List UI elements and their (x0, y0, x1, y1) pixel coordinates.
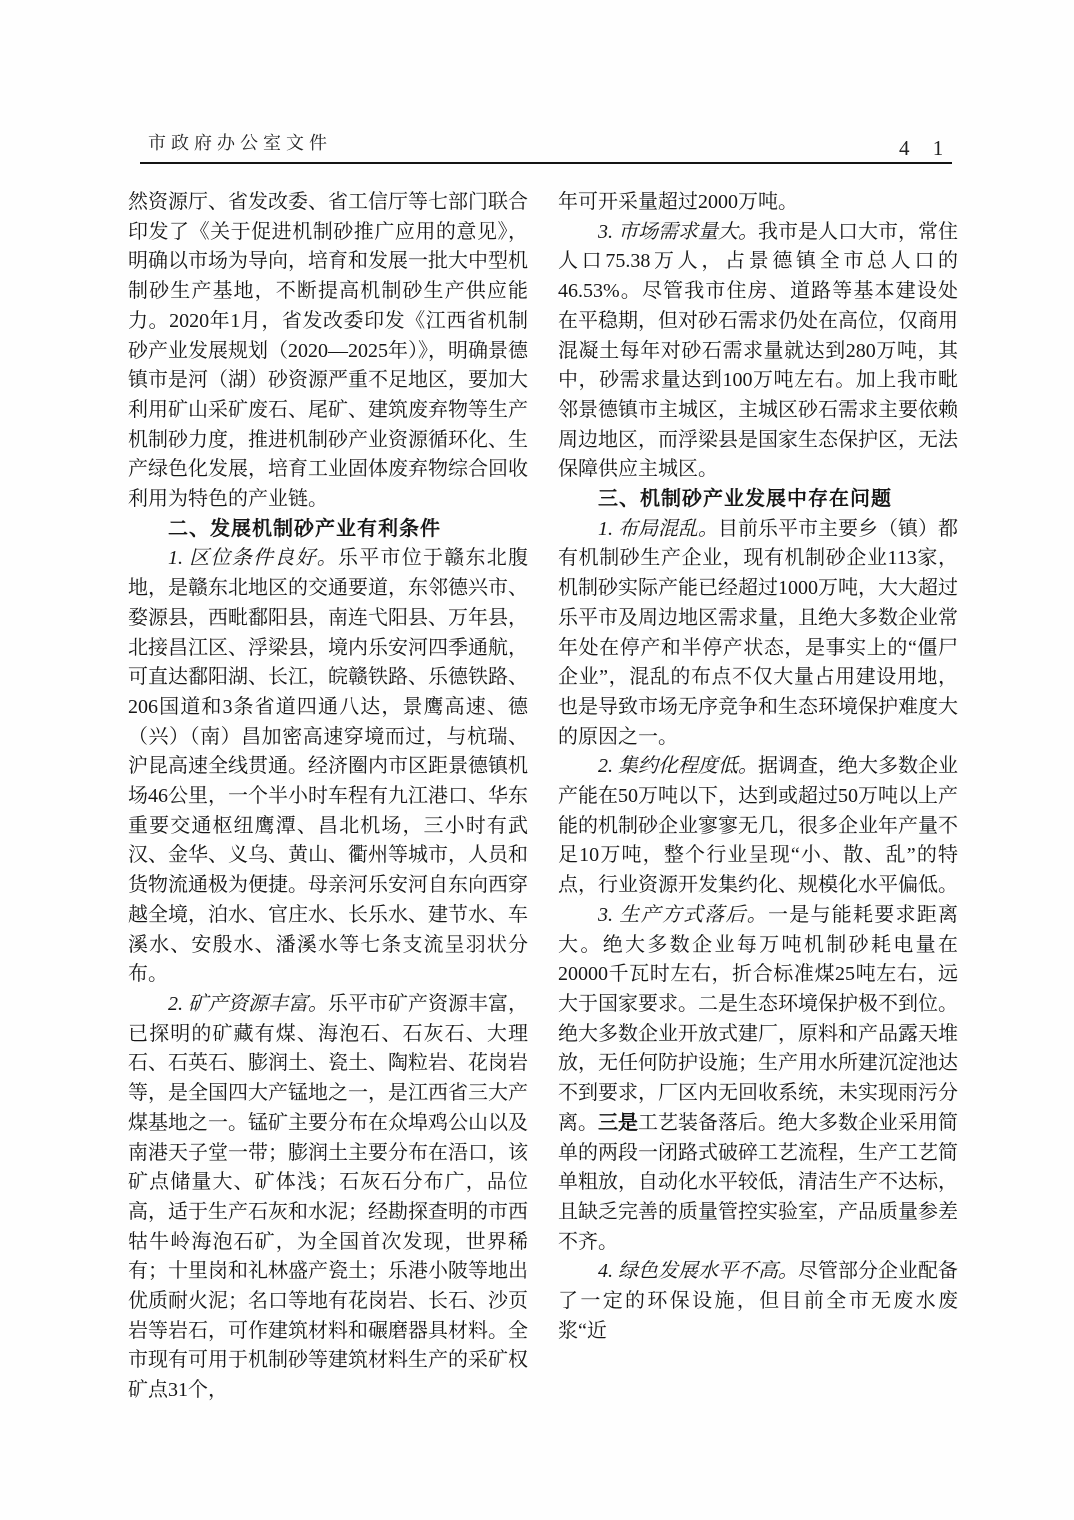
text-segment: 工艺装备落后。绝大多数企业采用简单的两段一闭路式破碎工艺流程，生产工艺简单粗放，自动化水平较低，清洁生产不达标，且缺乏完善的质量管控实验室，产品质量参差不齐。 (558, 1111, 958, 1253)
lead-in-phrase: 2. 集约化程度低。 (598, 755, 758, 778)
lead-in-phrase: 2. 矿产资源丰富。 (168, 992, 328, 1015)
text-segment: 年可开采量超过2000万吨。 (558, 191, 798, 213)
emphasis-text: 三是 (598, 1111, 638, 1134)
emphasis-text: 二、发展机制砂产业有利条件 (168, 517, 441, 540)
text-segment: 尽管部分企业配备了一定的环保设施，但目前全市无废水废浆“近 (558, 1260, 958, 1342)
paragraph (558, 1257, 958, 1346)
header-rule (140, 162, 952, 164)
text-column-left (128, 188, 528, 1406)
lead-in-phrase: 1. 区位条件良好。 (168, 547, 338, 570)
lead-in-phrase: 3. 生产方式落后。 (598, 903, 768, 926)
text-segment: 我市是人口大市，常住人口75.38万人，占景德镇全市总人口的46.53%。尽管我市住房、道路等基本建设处在平稳期，但对砂石需求仍处在高位，仅商用混凝土每年对砂石需求量就达到280万吨，其中，砂需求量达到100万吨左右。加上我市毗邻景德镇市主城区，主城区砂石需求主要依赖周边地区，而浮梁县是国家生态保护区，无法保障供应主城区。 (558, 220, 958, 481)
text-segment: 据调查，绝大多数企业产能在50万吨以下，达到或超过50万吨以上产能的机制砂企业寥寥无几，很多企业年产量不足10万吨，整个行业呈现“小、散、乱”的特点，行业资源开发集约化、规模化水平偏低。 (558, 755, 958, 897)
text-segment: 乐平市矿产资源丰富，已探明的矿藏有煤、海泡石、石灰石、大理石、石英石、膨润土、瓷土、陶粒岩、花岗岩等，是全国四大产锰地之一，是江西省三大产煤基地之一。锰矿主要分布在众埠鸡公山以及南港天子堂一带；膨润土主要分布在浯口，该矿点储量大、矿体浅；石灰石分布广，品位高，适于生产石灰和水泥；经勘探查明的市西牯牛岭海泡石矿，为全国首次发现，世界稀有；十里岗和礼林盛产瓷土；乐港小陂等地出优质耐火泥；名口等地有花岗岩、长石、沙页岩等岩石，可作建筑材料和碾磨器具材料。全市现有可用于机制砂等建筑材料生产的采矿权矿点31个， (128, 992, 528, 1402)
section-heading (128, 515, 528, 545)
paragraph (558, 901, 958, 1257)
text-segment: 然资源厅、省发改委、省工信厅等七部门联合印发了《关于促进机制砂推广应用的意见》，明确以市场为导向，培育和发展一批大中型机制砂生产基地，不断提高机制砂生产供应能力。2020年1月，省发改委印发《江西省机制砂产业发展规划（2020—2025年）》，明确景德镇市是河（湖）砂资源严重不足地区，要加大利用矿山采矿废石、尾矿、建筑废弃物等生产机制砂力度，推进机制砂产业资源循环化、生产绿色化发展，培育工业固体废弃物综合回收利用为特色的产业链。 (128, 191, 528, 511)
section-heading (558, 485, 958, 515)
paragraph (128, 544, 528, 990)
lead-in-phrase: 1. 布局混乱。 (598, 517, 718, 540)
paragraph (128, 990, 528, 1406)
text-column-right (558, 188, 958, 1346)
text-segment: 目前乐平市主要乡（镇）都有机制砂生产企业，现有机制砂企业113家，机制砂实际产能已经超过1000万吨，大大超过乐平市及周边地区需求量，且绝大多数企业常年处在停产和半停产状态，是事实上的“僵尸企业”，混乱的布点不仅大量占用建设用地，也是导致市场无序竞争和生态环境保护难度大的原因之一。 (558, 517, 958, 748)
lead-in-phrase: 4. 绿色发展水平不高。 (598, 1260, 798, 1283)
paragraph (558, 188, 958, 218)
emphasis-text: 三、机制砂产业发展中存在问题 (598, 488, 892, 511)
paragraph (558, 752, 958, 901)
text-segment: 乐平市位于赣东北腹地，是赣东北地区的交通要道，东邻德兴市、婺源县，西毗鄱阳县，南连弋阳县、万年县，北接昌江区、浮梁县，境内乐安河四季通航，可直达鄱阳湖、长江，皖赣铁路、乐德铁路、206国道和3条省道四通八达，景鹰高速、德（兴）（南）昌加密高速穿境而过，与杭瑞、沪昆高速全线贯通。经济圈内市区距景德镇机场46公里，一个半小时车程有九江港口、华东重要交通枢纽鹰潭、昌北机场，三小时有武汉、金华、义乌、黄山、衢州等城市，人员和货物流通极为便捷。母亲河乐安河自东向西穿越全境，泊水、官庄水、长乐水、建节水、车溪水、安殷水、潘溪水等七条支流呈羽状分布。 (128, 547, 528, 986)
paragraph (128, 188, 528, 515)
lead-in-phrase: 3. 市场需求量大。 (598, 220, 758, 243)
text-segment: 一是与能耗要求距离大。绝大多数企业每万吨机制砂耗电量在20000千瓦时左右，折合标准煤25吨左右，远大于国家要求。二是生态环境保护极不到位。绝大多数企业开放式建厂，原料和产品露天堆放，无任何防护设施；生产用水所建沉淀池达不到要求，厂区内无回收系统，未实现雨污分离。 (558, 903, 958, 1134)
page-number: 4 1 (899, 136, 953, 160)
paragraph (558, 218, 958, 485)
header-doc-label: 市政府办公室文件 (148, 133, 332, 153)
paragraph (558, 515, 958, 753)
